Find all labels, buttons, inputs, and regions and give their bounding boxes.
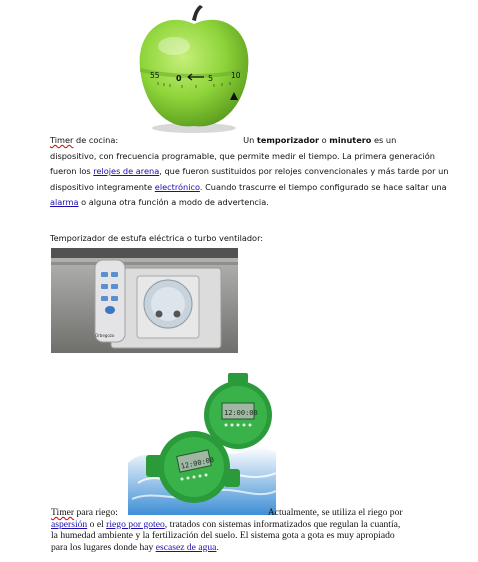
irrigation-line-3: la humedad ambiente y la fertilización del suelo. El sistema gota a gota es muy apropiado [51, 530, 395, 541]
timer-number-10: 10 [231, 71, 241, 80]
stove-brand-label: Orbegozo [95, 333, 115, 338]
irrigation-line-4: para los lugares donde hay escasez de agua. [51, 541, 219, 553]
term-temporizador: temporizador [256, 135, 320, 145]
irrigation-line-2: aspersión o el riego por goteo, tratados con sistemas informatizados que regulan la cuantía, [51, 518, 401, 530]
timer-number-0: 0 [176, 74, 182, 83]
kitchen-timer-photo [134, 2, 254, 134]
irrigation-display-bottom: 12:00:00 [180, 455, 215, 471]
kitchen-timer-label: Timer de cocina: [50, 135, 119, 145]
link-alarma[interactable]: alarma [50, 197, 79, 207]
irrigation-display-top: 12:00:00 [224, 409, 258, 417]
link-electronico[interactable]: electrónico [154, 181, 200, 192]
stove-timer-heading: Temporizador de estufa eléctrica o turbo ventilador: [50, 233, 264, 243]
link-relojes-de-arena[interactable]: relojes de arena [93, 166, 160, 176]
kitchen-timer-line-4: dispositivo integramente electrónico. Cuando trascurre el tiempo configurado se hace saltar una [50, 181, 447, 192]
timer-number-5: 5 [208, 74, 214, 83]
link-aspersion[interactable]: aspersión [51, 518, 88, 530]
link-riego-por-goteo[interactable]: riego por goteo [106, 518, 165, 530]
irrigation-line-1: Timer para riego: Actualmente, se utiliza el riego por [51, 507, 403, 518]
timer-number-55: 55 [150, 71, 160, 80]
irrigation-timer-label: Timer para riego: [51, 507, 118, 518]
irrigation-timer-paragraph [51, 507, 471, 553]
link-escasez-de-agua[interactable]: escasez de agua [155, 541, 217, 553]
kitchen-timer-line-1: Timer de cocina: Un temporizador o minutero es un [50, 135, 397, 145]
term-minutero: minutero [329, 135, 372, 145]
kitchen-timer-paragraph [50, 133, 449, 211]
kitchen-timer-line-2: dispositivo, con frecuencia programable, que permite medir el tiempo. La primera generación [50, 150, 435, 161]
stove-timer-photo [51, 248, 238, 353]
irrigation-timer-photo [128, 373, 276, 515]
kitchen-timer-line-3: fueron los relojes de arena, que fueron sustituidos por relojes convencionales y más tarde por un [50, 166, 449, 176]
kitchen-timer-line-5: alarma o alguna otra función a modo de advertencia. [50, 197, 269, 207]
